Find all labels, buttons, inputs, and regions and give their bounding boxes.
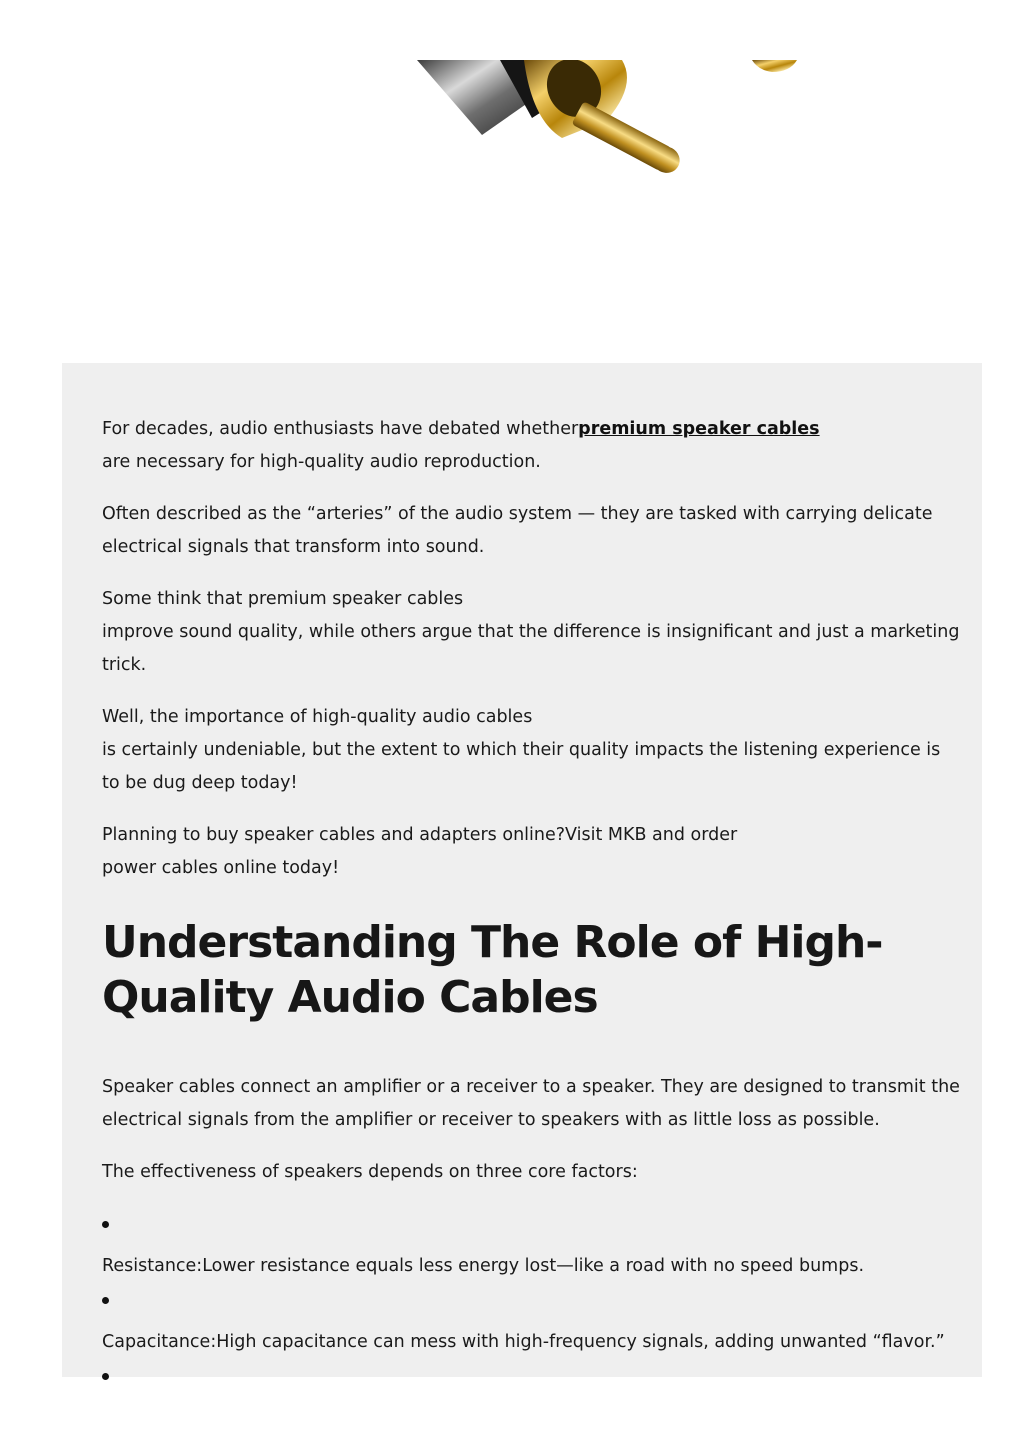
intro-p4-line2: is certainly undeniable, but the extent to which their quality impacts the listening experience is to be dug deep today!	[102, 740, 941, 793]
factor-text: Capacitance:High capacitance can mess with high-frequency signals, adding unwanted “flavor.”	[102, 1332, 945, 1352]
section-heading: Understanding The Role of High-Quality Audio Cables	[102, 917, 883, 1023]
intro-paragraph-3	[102, 583, 962, 682]
article-body	[62, 363, 982, 1377]
intro-p1-line1	[102, 413, 962, 446]
intro-p3-line1: Some think that premium speaker cables	[102, 589, 464, 609]
list-item	[102, 1373, 962, 1380]
intro-paragraph-2: Often described as the “arteries” of the audio system — they are tasked with carrying delicate electrical signals that transform into sound.	[102, 504, 933, 557]
intro-p5-line2: power cables online today!	[102, 858, 340, 878]
bullet-icon	[102, 1297, 109, 1304]
premium-speaker-cables-link[interactable]: premium speaker cables	[578, 419, 820, 439]
second-plug-shape	[752, 60, 797, 72]
list-item	[102, 1221, 962, 1283]
section-paragraph-1: Speaker cables connect an amplifier or a receiver to a speaker. They are designed to transmit the electrical signals from the amplifier or receiver to speakers with as little loss as possible.	[102, 1077, 960, 1130]
rca-plug-image	[62, 60, 982, 363]
factors-list	[102, 1221, 962, 1380]
factor-text: Resistance:Lower resistance equals less energy lost—like a road with no speed bumps.	[102, 1256, 865, 1276]
article-inner	[102, 413, 962, 1402]
intro-paragraph-1	[102, 413, 962, 479]
gold-pin-shape	[571, 101, 684, 177]
bullet-icon	[102, 1221, 109, 1228]
bullet-icon	[102, 1373, 109, 1380]
intro-paragraph-4	[102, 701, 962, 800]
section-paragraph-2: The effectiveness of speakers depends on three core factors:	[102, 1162, 638, 1182]
intro-p3-line2: improve sound quality, while others argue that the difference is insignificant and just a marketing trick.	[102, 622, 960, 675]
intro-p1-line2: are necessary for high-quality audio reproduction.	[102, 452, 541, 472]
list-item	[102, 1297, 962, 1359]
intro-paragraph-5	[102, 819, 962, 885]
intro-p1-text: For decades, audio enthusiasts have debated whether	[102, 419, 579, 439]
intro-p4-line1: Well, the importance of high-quality audio cables	[102, 707, 533, 727]
hero-image	[62, 60, 982, 363]
intro-p5-line1: Planning to buy speaker cables and adapters online?Visit MKB and order	[102, 825, 738, 845]
